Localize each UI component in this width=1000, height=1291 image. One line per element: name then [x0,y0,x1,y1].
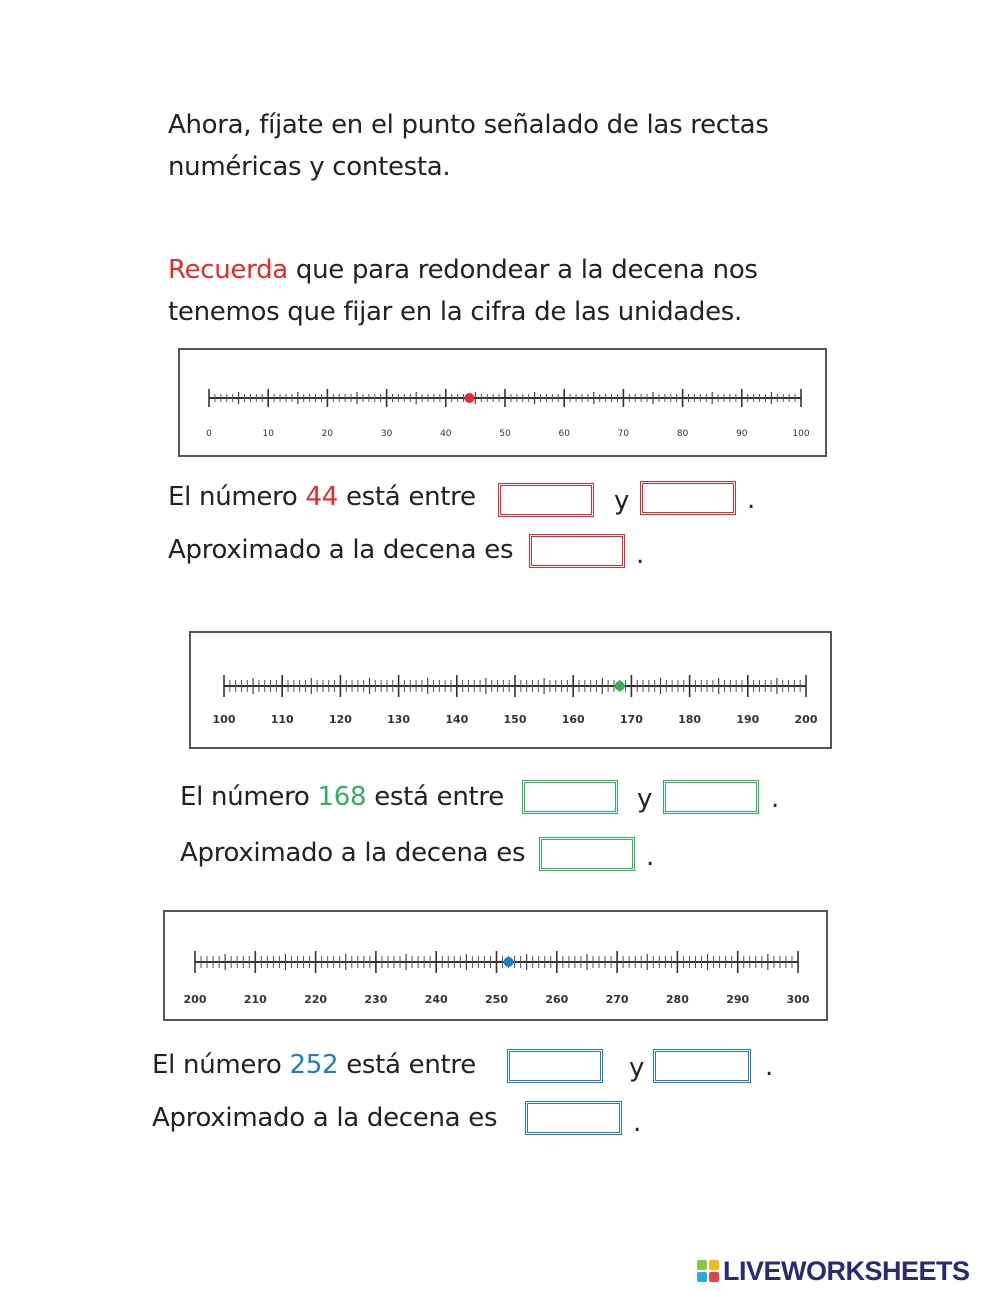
tick-label: 240 [424,993,448,1006]
tick-label: 200 [183,993,207,1006]
tick-label: 100 [212,713,236,726]
question-2-text: El número 168 está entre [180,782,504,812]
tick-label: 190 [736,713,760,726]
tick-label: 280 [665,993,689,1006]
tick-label: 250 [485,993,508,1006]
tick-label: 90 [736,429,748,439]
number-line-frame-2 [189,631,832,749]
number-line-1 [180,350,829,459]
question-3-approx-label: Aproximado a la decena es [152,1103,498,1133]
question-2-and: y [637,784,653,814]
question-1-number: 44 [305,482,338,512]
question-3-and: y [629,1053,645,1083]
logo-tile-3 [697,1272,707,1282]
reminder-line-2: tenemos que fijar en la cifra de las unidades. [168,297,743,327]
tick-label: 160 [561,713,585,726]
question-2-rounded-input[interactable] [539,837,635,871]
number-line-frame-3 [163,910,828,1021]
tick-label: 30 [380,429,393,439]
marked-point [504,957,514,967]
liveworksheets-logo [697,1256,970,1286]
tick-label: 20 [321,429,334,439]
tick-label: 130 [387,713,411,726]
tick-label: 110 [270,713,294,726]
question-1-and: y [614,486,630,516]
tick-label: 150 [503,713,527,726]
number-line-frame-1 [178,348,827,457]
tick-label: 40 [440,429,452,439]
tick-label: 80 [676,429,689,439]
tick-label: 220 [304,993,328,1006]
question-1-period: . [747,485,755,515]
question-1-lower-ten-input[interactable] [498,483,594,517]
question-2-lower-ten-input[interactable] [522,780,618,814]
marked-point [615,681,625,691]
instruction-line-1: Ahora, fíjate en el punto señalado de las rectas [168,110,769,140]
tick-label: 10 [262,429,274,439]
question-3-upper-ten-input[interactable] [653,1049,751,1083]
tick-label: 140 [445,713,469,726]
number-line-3 [165,912,830,1023]
logo-tile-4 [709,1272,719,1282]
tick-label: 180 [678,713,702,726]
question-1-rounded-input[interactable] [529,534,625,568]
tick-label: 270 [605,993,629,1006]
question-2-period: . [771,784,779,814]
tick-label: 200 [794,713,818,726]
tick-label: 170 [619,713,643,726]
question-1-upper-ten-input[interactable] [640,481,736,515]
tick-label: 210 [243,993,267,1006]
liveworksheets-logo-icon [697,1260,719,1282]
question-3-number: 252 [289,1050,339,1080]
question-1-text: El número 44 está entre [168,482,476,512]
question-2-approx-label: Aproximado a la decena es [180,838,526,868]
tick-label: 120 [328,713,352,726]
instruction-line-2: numéricas y contesta. [168,152,451,182]
question-3-text: El número 252 está entre [152,1050,476,1080]
logo-wordmark: LIVEWORKSHEETS [723,1255,970,1286]
tick-label: 100 [792,429,810,439]
question-2-number: 168 [317,782,367,812]
question-3-approx-period: . [633,1108,641,1138]
tick-label: 260 [545,993,569,1006]
tick-label: 60 [558,429,570,439]
tick-label: 300 [786,993,810,1006]
reminder-highlight: Recuerda [168,255,288,285]
tick-label: 230 [364,993,388,1006]
reminder-line-1 [168,249,758,291]
question-1-approx-label: Aproximado a la decena es [168,535,514,565]
question-3-period: . [765,1052,773,1082]
marked-point [464,393,474,403]
question-1-approx-period: . [636,540,644,570]
tick-label: 0 [206,429,212,439]
logo-tile-2 [709,1260,719,1270]
tick-label: 50 [499,429,511,439]
question-3-rounded-input[interactable] [525,1101,622,1135]
question-3-lower-ten-input[interactable] [507,1049,603,1083]
tick-label: 290 [726,993,750,1006]
tick-label: 70 [617,429,630,439]
logo-tile-1 [697,1260,707,1270]
number-line-2 [191,633,834,751]
reminder-text: que para redondear a la decena nos [287,255,758,285]
question-2-upper-ten-input[interactable] [663,780,759,814]
question-2-approx-period: . [646,842,654,872]
